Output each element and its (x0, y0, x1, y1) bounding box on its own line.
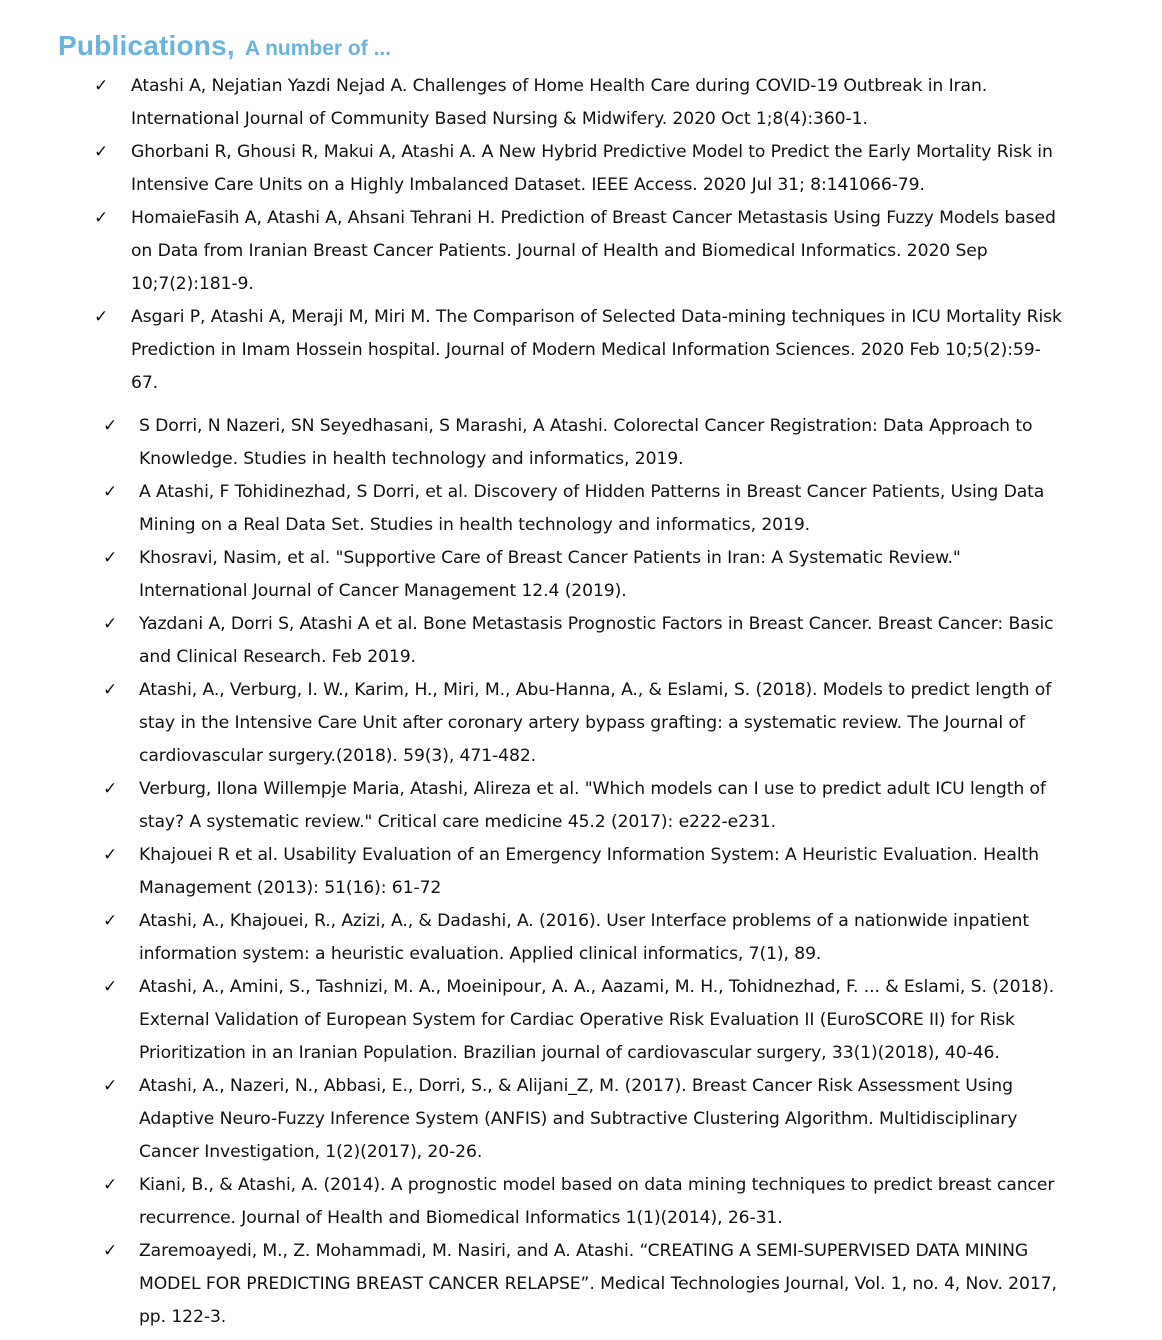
publication-citation: Atashi, A., Amini, S., Tashnizi, M. A., Moeinipour, A. A., Aazami, M. H., Tohidnezhad, F. ... & Eslami, S. (2018). External Validation of European System for Cardiac Operative Risk Evaluation II (EuroSCORE II) for Risk Prioritization in an Iranian Population. Brazilian journal of cardiovascular surgery, 33(1)(2018), 40-46. (139, 977, 1055, 1063)
publication-citation: Kiani, B., & Atashi, A. (2014). A prognostic model based on data mining techniques to predict breast cancer recurrence. Journal of Health and Biomedical Informatics 1(1)(2014), 26-31. (139, 1175, 1055, 1228)
checkmark-icon: ✓ (103, 911, 118, 931)
publication-item (0, 608, 1162, 674)
publication-item (0, 410, 1162, 476)
checkmark-icon: ✓ (103, 1076, 118, 1096)
page-subtitle: A number of ... (244, 37, 392, 60)
publication-item (0, 905, 1162, 971)
publication-item (0, 773, 1162, 839)
publication-citation: Atashi, A., Verburg, I. W., Karim, H., Miri, M., Abu-Hanna, A., & Eslami, S. (2018). Models to predict length of stay in the Intensive Care Unit after coronary artery bypass grafting: a systematic review. The Journal of cardiovascular surgery.(2018). 59(3), 471-482. (139, 680, 1052, 766)
publication-item (0, 70, 1162, 136)
checkmark-icon: ✓ (103, 416, 118, 436)
checkmark-icon: ✓ (103, 548, 118, 568)
checkmark-icon: ✓ (103, 680, 118, 700)
publication-item (0, 301, 1162, 400)
publication-item (0, 971, 1162, 1070)
checkmark-icon: ✓ (94, 208, 109, 228)
publication-item (0, 136, 1162, 202)
publication-citation: Atashi, A., Khajouei, R., Azizi, A., & Dadashi, A. (2016). User Interface problems of a nationwide inpatient information system: a heuristic evaluation. Applied clinical informatics, 7(1), 89. (139, 911, 1029, 964)
publication-item (0, 1235, 1162, 1334)
publication-item (0, 1070, 1162, 1169)
publication-item (0, 202, 1162, 301)
checkmark-icon: ✓ (103, 1241, 118, 1261)
checkmark-icon: ✓ (103, 1175, 118, 1195)
publication-citation: Khajouei R et al. Usability Evaluation of an Emergency Information System: A Heuristic Evaluation. Health Management (2013): 51(16): 61-72 (139, 845, 1039, 898)
publication-citation: Ghorbani R, Ghousi R, Makui A, Atashi A. A New Hybrid Predictive Model to Predict the Early Mortality Risk in Intensive Care Units on a Highly Imbalanced Dataset. IEEE Access. 2020 Jul 31; 8:141066-79. (131, 142, 1053, 195)
publication-citation: Verburg, Ilona Willempje Maria, Atashi, Alireza et al. "Which models can I use to predict adult ICU length of stay? A systematic review." Critical care medicine 45.2 (2017): e222-e231. (139, 779, 1046, 832)
publication-citation: Asgari P, Atashi A, Meraji M, Miri M. The Comparison of Selected Data-mining techniques in ICU Mortality Risk Prediction in Imam Hossein hospital. Journal of Modern Medical Information Sciences. 2020 Feb 10;5(2):59-67. (131, 307, 1062, 393)
checkmark-icon: ✓ (103, 614, 118, 634)
publication-item (0, 476, 1162, 542)
checkmark-icon: ✓ (103, 845, 118, 865)
publication-citation: Atashi A, Nejatian Yazdi Nejad A. Challenges of Home Health Care during COVID-19 Outbreak in Iran. International Journal of Community Based Nursing & Midwifery. 2020 Oct 1;8(4):360-1. (131, 76, 988, 129)
publication-item (0, 839, 1162, 905)
list-group-gap (0, 400, 1162, 410)
checkmark-icon: ✓ (103, 977, 118, 997)
checkmark-icon: ✓ (94, 142, 109, 162)
publication-item (0, 542, 1162, 608)
checkmark-icon: ✓ (103, 482, 118, 502)
publication-list (0, 70, 1162, 1334)
checkmark-icon: ✓ (94, 76, 109, 96)
publication-citation: A Atashi, F Tohidinezhad, S Dorri, et al. Discovery of Hidden Patterns in Breast Cancer Patients, Using Data Mining on a Real Data Set. Studies in health technology and informatics, 2019. (139, 482, 1045, 535)
publication-citation: S Dorri, N Nazeri, SN Seyedhasani, S Marashi, A Atashi. Colorectal Cancer Registration: Data Approach to Knowledge. Studies in health technology and informatics, 2019. (139, 416, 1033, 469)
publications-heading (58, 30, 391, 62)
publication-citation: Khosravi, Nasim, et al. "Supportive Care of Breast Cancer Patients in Iran: A Systematic Review." International Journal of Cancer Management 12.4 (2019). (139, 548, 961, 601)
checkmark-icon: ✓ (94, 307, 109, 327)
checkmark-icon: ✓ (103, 779, 118, 799)
publication-item (0, 1169, 1162, 1235)
publication-citation: Zaremoayedi, M., Z. Mohammadi, M. Nasiri, and A. Atashi. “CREATING A SEMI-SUPERVISED DATA MINING MODEL FOR PREDICTING BREAST CANCER RELAPSE”. Medical Technologies Journal, Vol. 1, no. 4, Nov. 2017, pp. 122-3. (139, 1241, 1057, 1327)
publication-citation: Atashi, A., Nazeri, N., Abbasi, E., Dorri, S., & Alijani_Z, M. (2017). Breast Cancer Risk Assessment Using Adaptive Neuro-Fuzzy Inference System (ANFIS) and Subtractive Clustering Algorithm. Multidisciplinary Cancer Investigation, 1(2)(2017), 20-26. (139, 1076, 1018, 1162)
publication-citation: HomaieFasih A, Atashi A, Ahsani Tehrani H. Prediction of Breast Cancer Metastasis Using Fuzzy Models based on Data from Iranian Breast Cancer Patients. Journal of Health and Biomedical Informatics. 2020 Sep 10;7(2):181-9. (131, 208, 1056, 294)
page-title: Publications, (58, 30, 235, 61)
publication-citation: Yazdani A, Dorri S, Atashi A et al. Bone Metastasis Prognostic Factors in Breast Cancer. Breast Cancer: Basic and Clinical Research. Feb 2019. (139, 614, 1054, 667)
publication-item (0, 674, 1162, 773)
